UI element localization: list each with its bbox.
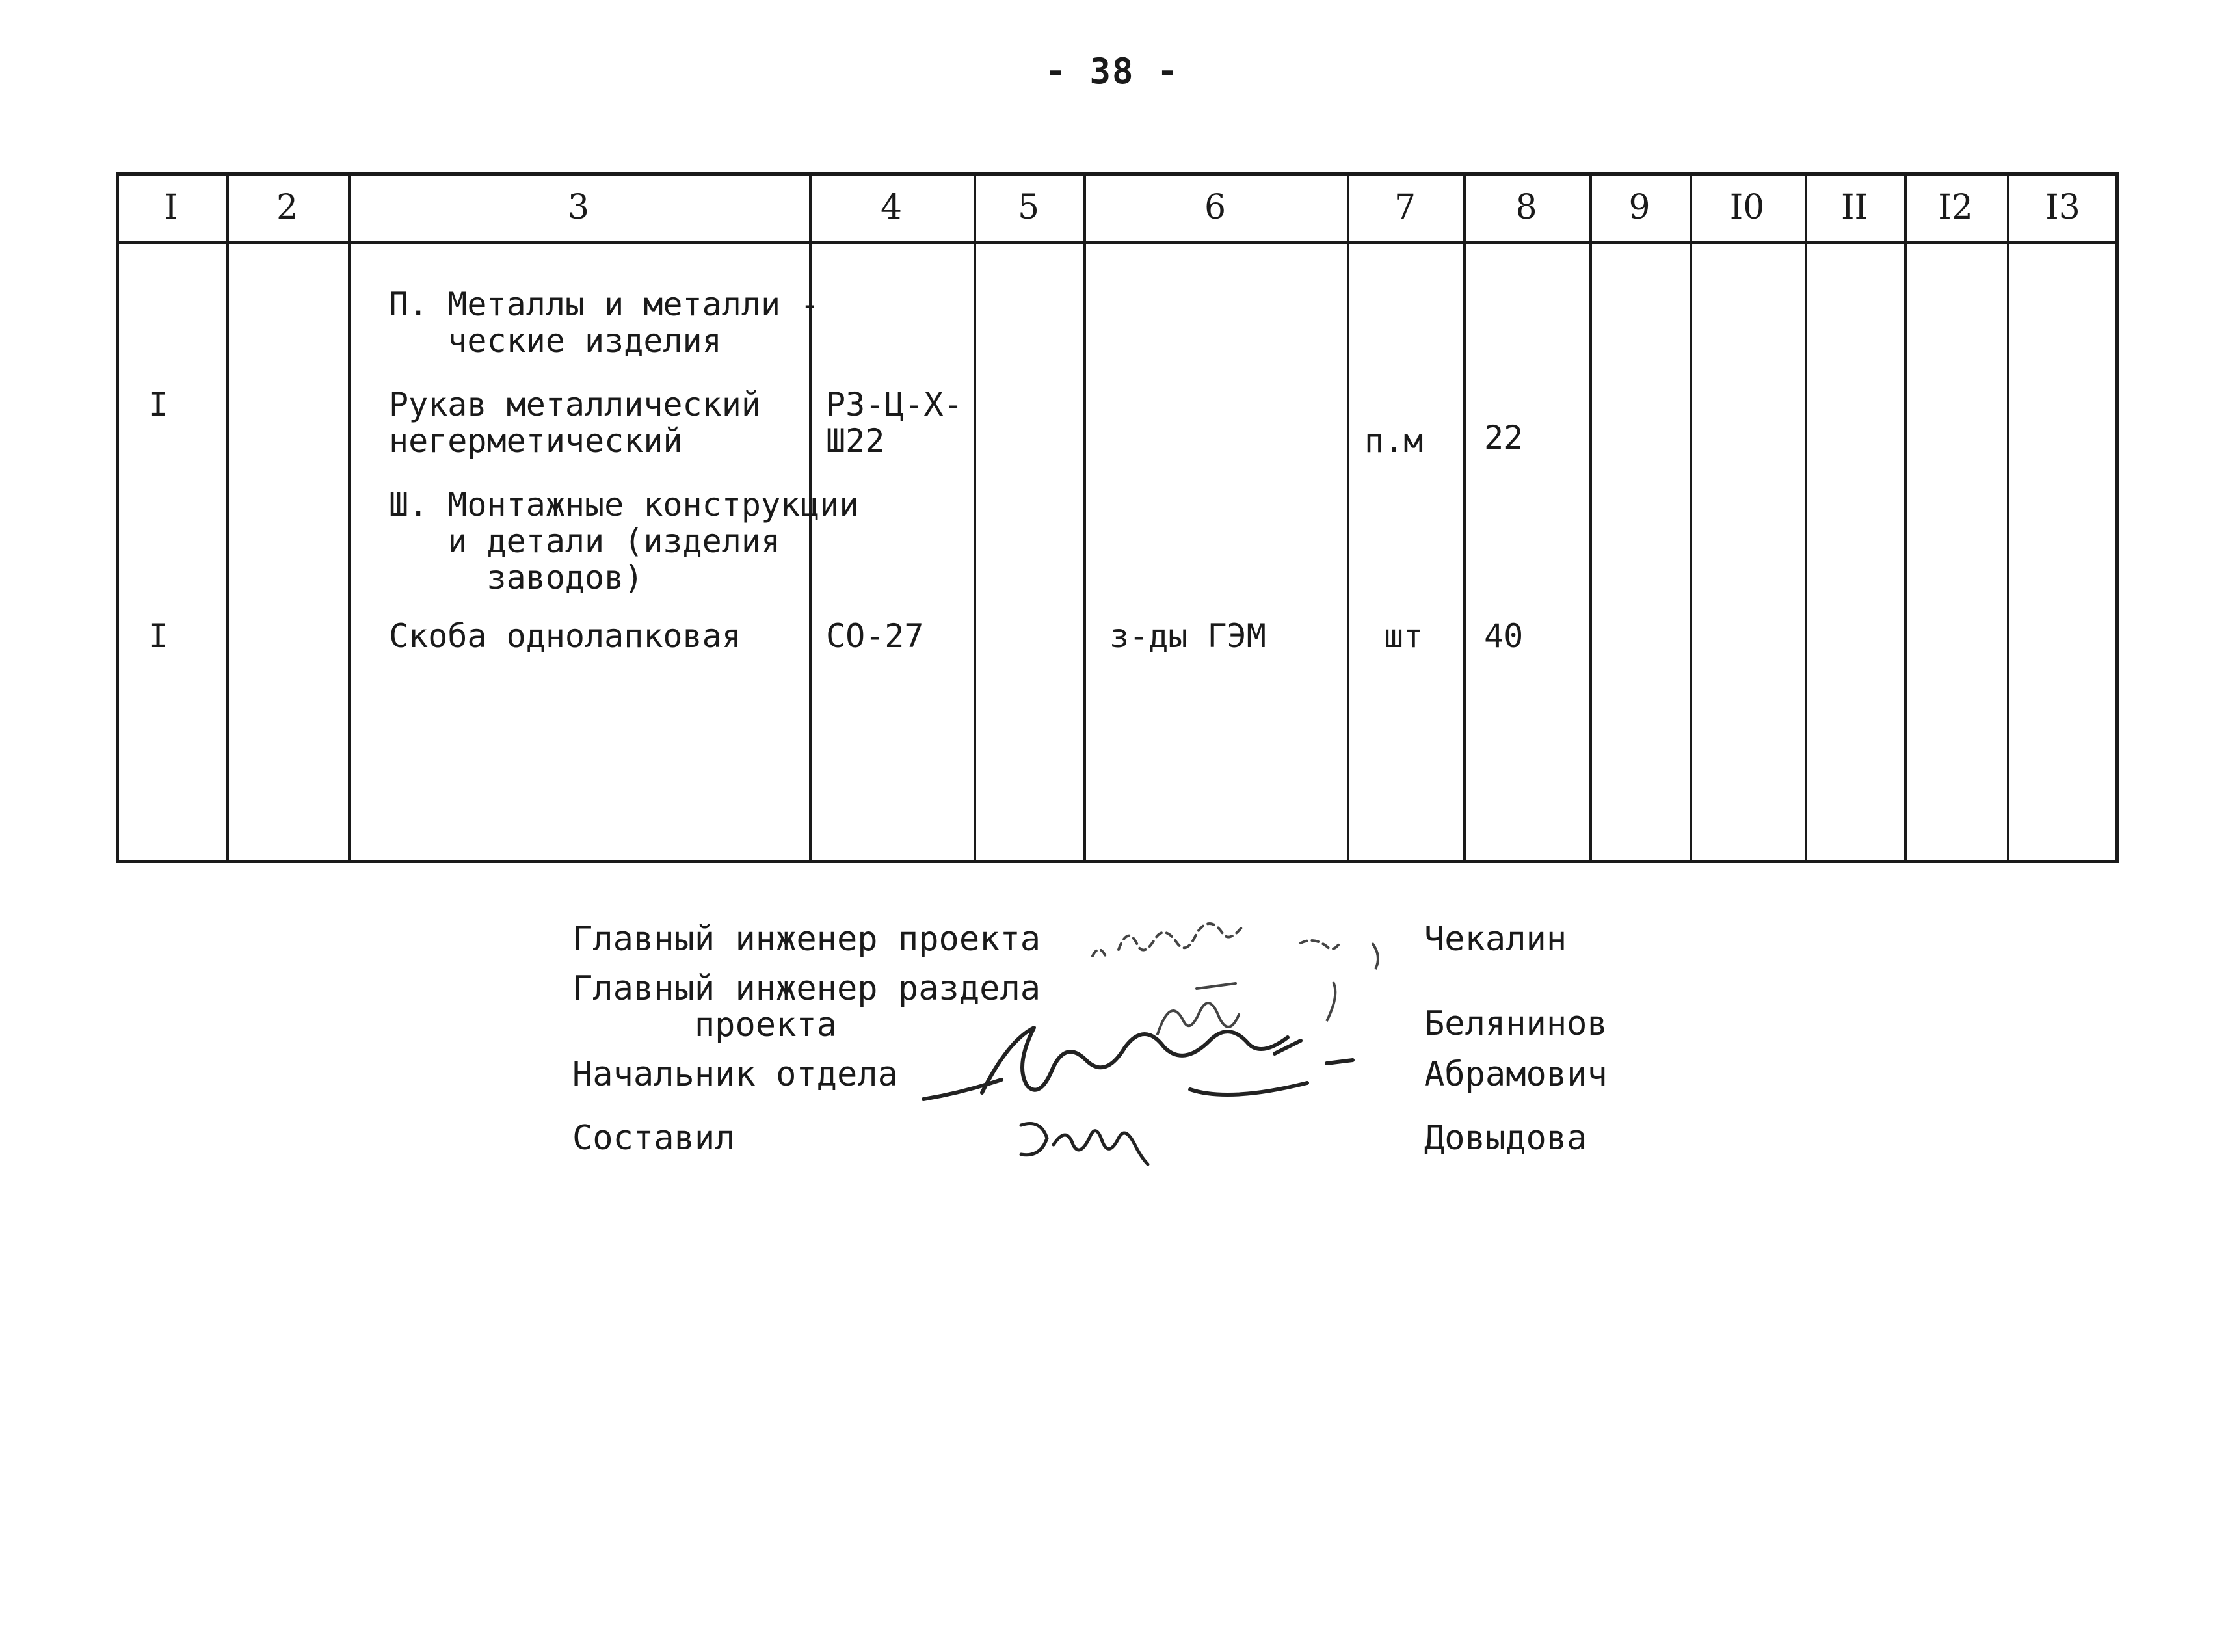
column-header-5: 5 xyxy=(1017,188,1040,227)
row-item-code: СО-27 xyxy=(826,617,924,655)
column-header-13: I3 xyxy=(2045,188,2080,227)
column-header-7: 7 xyxy=(1394,188,1416,227)
column-header-6: 6 xyxy=(1204,188,1227,227)
row-item-name: Скоба однолапковая xyxy=(389,617,741,655)
column-divider xyxy=(1805,172,1807,863)
column-divider xyxy=(974,172,976,863)
column-divider xyxy=(1904,172,1907,863)
row-item-amount: 22 xyxy=(1484,419,1524,457)
column-header-10: I0 xyxy=(1729,188,1765,227)
column-divider xyxy=(1589,172,1592,863)
column-divider xyxy=(1083,172,1086,863)
row-quantity-index: I xyxy=(148,386,168,423)
signer-title: Начальник отдела xyxy=(572,1055,898,1094)
column-divider xyxy=(348,172,351,863)
signer-name: Довыдова xyxy=(1424,1119,1587,1158)
row-item-amount: 40 xyxy=(1484,617,1524,655)
signer-name: Абрамович xyxy=(1424,1055,1608,1094)
column-divider xyxy=(2007,172,2009,863)
section-heading-metals: П. Металлы и металли - ческие изделия xyxy=(389,286,820,360)
row-item-manufacturer: з-ды ГЭМ xyxy=(1109,617,1266,655)
header-divider xyxy=(116,241,2119,244)
column-divider xyxy=(1347,172,1349,863)
row-item-name: Рукав металлический негерметический xyxy=(389,386,761,460)
handwritten-signature xyxy=(910,1015,1379,1112)
column-header-9: 9 xyxy=(1628,188,1651,227)
row-item-code: РЗ-Ц-Х- Ш22 xyxy=(826,386,963,460)
column-header-11: II xyxy=(1840,188,1868,227)
signer-title: Составил xyxy=(572,1119,736,1158)
signer-name: Чекалин xyxy=(1424,920,1567,959)
column-divider xyxy=(1463,172,1466,863)
column-header-3: 3 xyxy=(567,188,590,227)
signer-title: Главный инженер проекта xyxy=(572,920,1041,959)
row-item-unit: шт xyxy=(1384,617,1424,655)
row-item-unit: п.м xyxy=(1364,422,1424,460)
handwritten-signature xyxy=(1008,1106,1177,1177)
section-heading-mounting: Ш. Монтажные конструкции и детали (изделия заводов) xyxy=(389,486,859,596)
page-number: - 38 - xyxy=(1044,51,1180,92)
column-header-2: 2 xyxy=(276,188,298,227)
row-quantity-index: I xyxy=(148,617,168,655)
column-header-4: 4 xyxy=(880,188,903,227)
column-divider xyxy=(226,172,229,863)
column-header-8: 8 xyxy=(1515,188,1537,227)
signer-title: Главный инженер раздела проекта xyxy=(572,969,1041,1045)
column-header-1: I xyxy=(164,188,178,227)
column-header-12: I2 xyxy=(1938,188,1973,227)
signer-name: Белянинов xyxy=(1424,1004,1608,1043)
column-divider xyxy=(1690,172,1692,863)
